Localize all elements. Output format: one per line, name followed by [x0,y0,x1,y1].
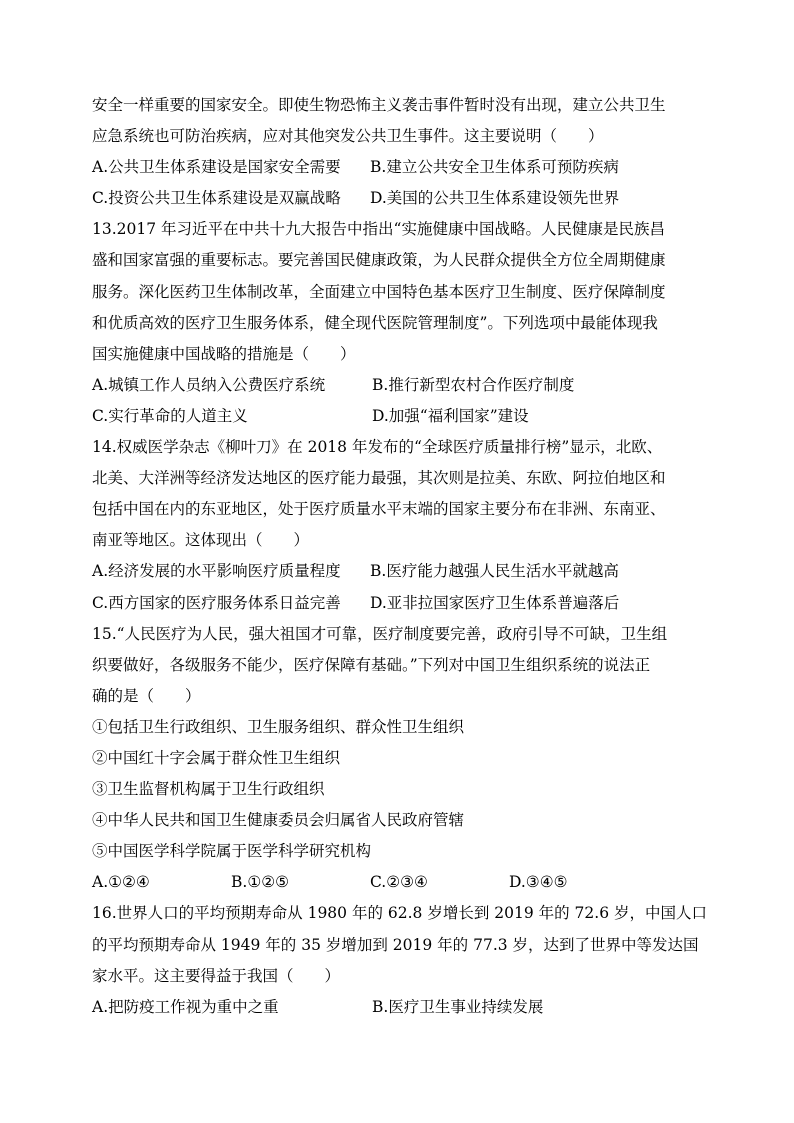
question-text-line: 国实施健康中国战略的措施是（ ） [92,344,356,363]
options-row [92,370,712,401]
option-d: D.美国的公共卫生体系建设领先世界 [370,189,620,208]
option-b: B.建立公共安全卫生体系可预防疾病 [370,158,619,177]
options-row [92,183,712,214]
option-d: D.③④⑤ [509,873,568,892]
option-b: B.医疗卫生事业持续发展 [372,997,544,1016]
option-a: A.经济发展的水平影响医疗质量程度 [92,562,341,581]
question-text-line: 应急系统也可防治疾病，应对其他突发公共卫生事件。这主要说明（ ） [92,127,604,146]
question-text-line: 确的是（ ） [92,686,201,705]
options-row [92,556,712,587]
question-text-line: 安全一样重要的国家安全。即使生物恐怖主义袭击事件暂时没有出现，建立公共卫生 [92,96,666,114]
question-15 [92,619,712,899]
page-content [92,90,712,1023]
question-text-line: 北美、大洋洲等经济发达地区的医疗能力最强，其次则是拉美、东欧、阿拉伯地区和 [92,469,666,488]
statement-4: ④中华人民共和国卫生健康委员会归属省人民政府管辖 [92,811,465,830]
option-a: A.城镇工作人员纳入公费医疗系统 [92,375,326,394]
option-a: A.公共卫生体系建设是国家安全需要 [92,158,341,177]
option-c: C.实行革命的人道主义 [92,406,248,425]
option-b: B.推行新型农村合作医疗制度 [372,375,575,394]
question-text-line: 家水平。这主要得益于我国（ ） [92,966,341,985]
question-13 [92,214,712,432]
option-d: D.加强“福利国家”建设 [372,406,529,425]
option-c: C.西方国家的医疗服务体系日益完善 [92,593,341,612]
question-text-line: 16.世界人口的平均预期寿命从 1980 年的 62.8 岁增长到 2019 年的 72.6 岁，中国人口 [92,904,707,923]
statement-1: ①包括卫生行政组织、卫生服务组织、群众性卫生组织 [92,717,465,736]
options-row [92,152,712,183]
option-d: D.亚非拉国家医疗卫生体系普遍落后 [370,593,620,612]
question-text-line: 13.2017 年习近平在中共十九大报告中指出“实施健康中国战略。人民健康是民族昌 [92,220,665,239]
statement-2: ②中国红十字会属于群众性卫生组织 [92,748,341,767]
option-c: C.投资公共卫生体系建设是双赢战略 [92,189,341,208]
statement-5: ⑤中国医学科学院属于医学科学研究机构 [92,842,372,861]
question-16 [92,898,712,1022]
question-text-line: 包括中国在内的东亚地区，处于医疗质量水平末端的国家主要分布在非洲、东南亚、 [92,500,666,519]
question-text-line: 盛和国家富强的重要标志。要完善国民健康政策，为人民群众提供全方位全周期健康 [92,251,666,270]
question-14 [92,432,712,619]
question-text-line: 的平均预期寿命从 1949 年的 35 岁增加到 2019 年的 77.3 岁，达到了世界中等发达国 [92,935,699,954]
option-a: A.①②④ [92,873,150,892]
question-text-line: 服务。深化医药卫生体制改革，全面建立中国特色基本医疗卫生制度、医疗保障制度 [92,282,666,301]
option-a: A.把防疫工作视为重中之重 [92,997,279,1016]
options-row [92,992,712,1023]
question-12-tail [92,90,712,214]
question-text-line: 织要做好，各级服务不能少，医疗保障有基础。”下列对中国卫生组织系统的说法正 [92,655,651,674]
question-text-line: 和优质高效的医疗卫生服务体系，健全现代医院管理制度”。下列选项中最能体现我 [92,313,658,332]
statement-3: ③卫生监督机构属于卫生行政组织 [92,780,325,799]
options-row [92,867,712,898]
question-text-line: 14.权威医学杂志《柳叶刀》在 2018 年发布的“全球医疗质量排行榜”显示，北欧、 [92,438,663,457]
question-text-line: 15.“人民医疗为人民，强大祖国才可靠，医疗制度要完善，政府引导不可缺，卫生组 [92,624,668,643]
options-row [92,588,712,619]
options-row [92,401,712,432]
option-b: B.医疗能力越强人民生活水平就越高 [370,562,619,581]
question-text-line: 南亚等地区。这体现出（ ） [92,531,310,550]
option-c: C.②③④ [370,873,428,892]
option-b: B.①②⑤ [231,873,290,892]
